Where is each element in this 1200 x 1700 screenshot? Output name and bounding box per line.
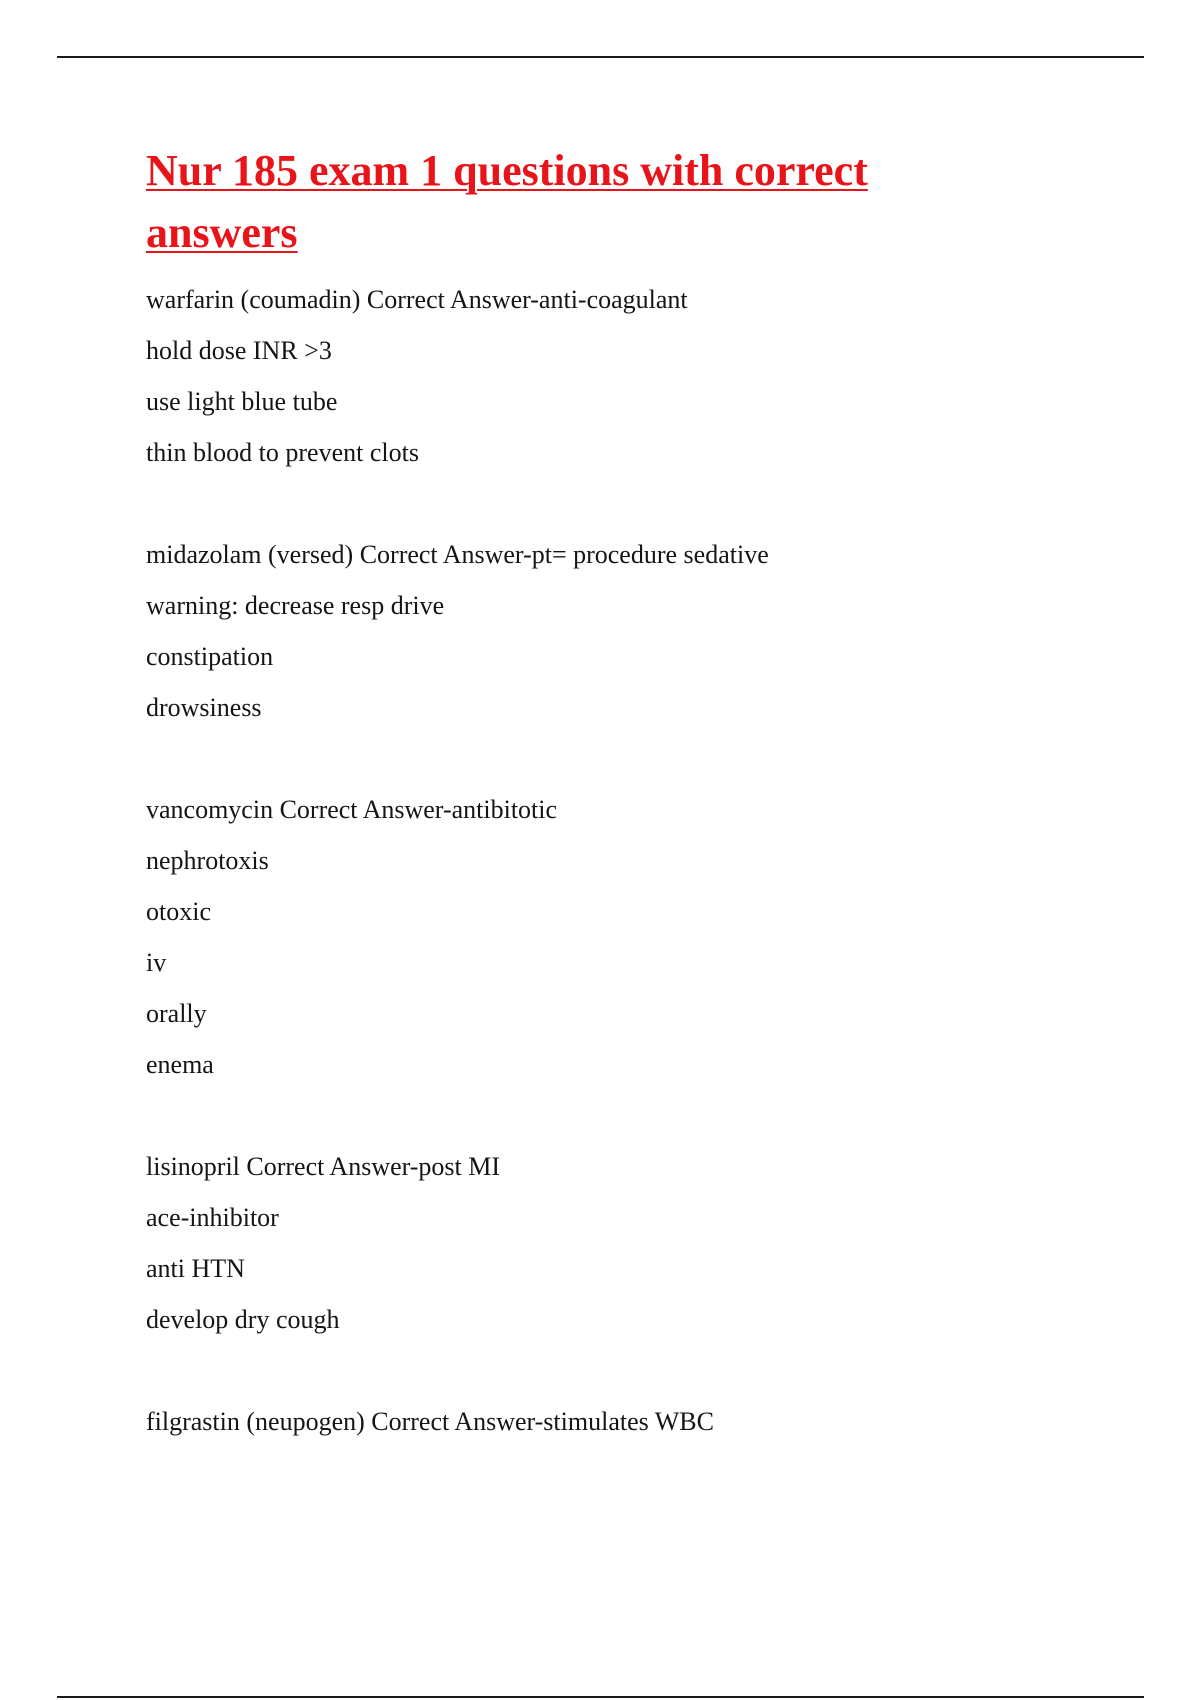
qa-detail: warning: decrease resp drive	[146, 591, 445, 620]
qa-detail: orally	[146, 999, 207, 1028]
qa-detail: anti HTN	[146, 1254, 245, 1283]
qa-detail: enema	[146, 1050, 214, 1079]
qa-question: lisinopril Correct Answer-post MI	[146, 1152, 501, 1181]
page-top-rule	[57, 56, 1144, 58]
qa-detail: iv	[146, 948, 167, 977]
qa-question: warfarin (coumadin) Correct Answer-anti-coagulant	[146, 285, 688, 314]
qa-detail: ace-inhibitor	[146, 1203, 279, 1232]
qa-entry	[146, 1141, 1106, 1345]
qa-question: filgrastin (neupogen) Correct Answer-stimulates WBC	[146, 1407, 714, 1436]
qa-detail: develop dry cough	[146, 1305, 340, 1334]
page-bottom-rule	[57, 1696, 1144, 1698]
qa-detail: use light blue tube	[146, 387, 338, 416]
document-body	[146, 140, 1106, 1498]
qa-entry	[146, 1396, 1106, 1447]
qa-entry	[146, 784, 1106, 1090]
qa-entries	[146, 274, 1106, 1447]
qa-detail: thin blood to prevent clots	[146, 438, 419, 467]
qa-entry	[146, 529, 1106, 733]
qa-entry	[146, 274, 1106, 478]
document-title: Nur 185 exam 1 questions with correct answers	[146, 146, 868, 257]
qa-detail: nephrotoxis	[146, 846, 269, 875]
qa-detail: constipation	[146, 642, 274, 671]
qa-detail: drowsiness	[146, 693, 262, 722]
qa-detail: hold dose INR >3	[146, 336, 332, 365]
qa-question: midazolam (versed) Correct Answer-pt= procedure sedative	[146, 540, 769, 569]
qa-question: vancomycin Correct Answer-antibitotic	[146, 795, 558, 824]
qa-detail: otoxic	[146, 897, 211, 926]
